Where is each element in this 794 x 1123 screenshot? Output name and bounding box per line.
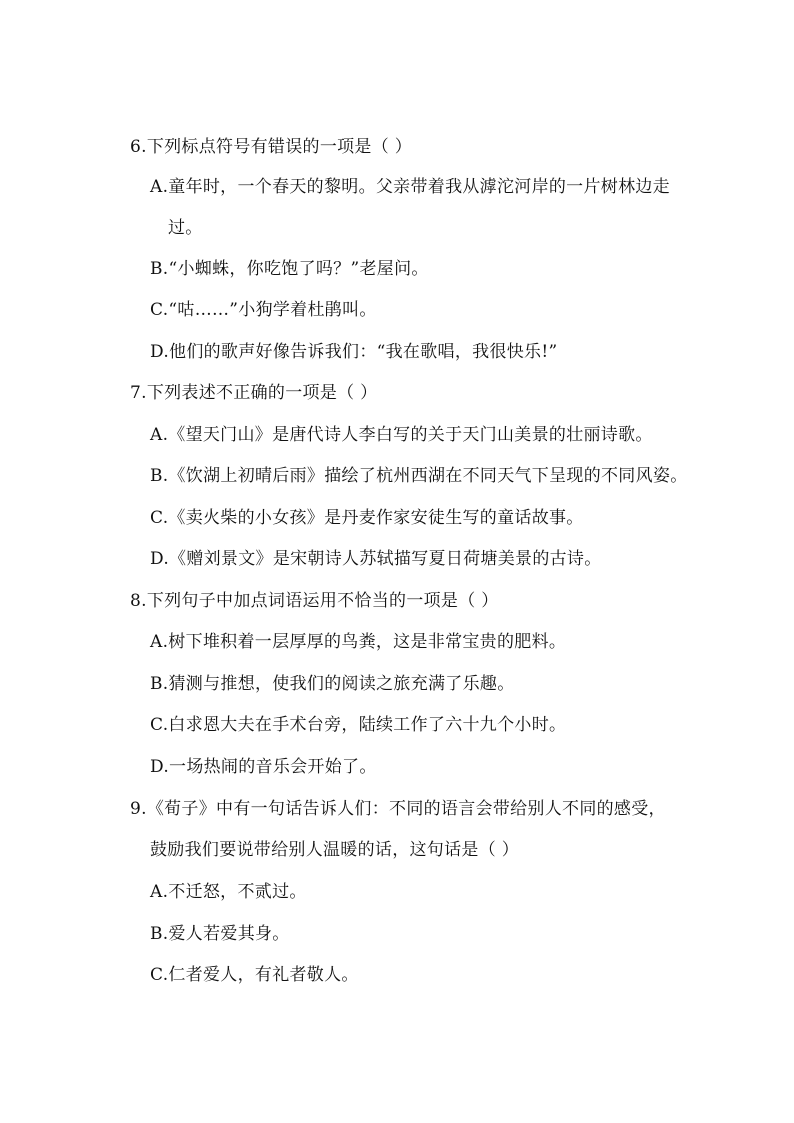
- question-6-option-a-continuation: 过。: [168, 218, 203, 238]
- question-7-option-c: C.《卖火柴的小女孩》是丹麦作家安徒生写的童话故事。: [150, 508, 584, 528]
- question-6-option-a: A.童年时，一个春天的黎明。父亲带着我从滹沱河岸的一片树林边走: [150, 177, 670, 197]
- question-9-option-a: A.不迁怒，不贰过。: [150, 882, 307, 902]
- question-7-option-b: B.《饮湖上初晴后雨》描绘了杭州西湖在不同天气下呈现的不同风姿。: [150, 466, 688, 486]
- question-6-stem: 6.下列标点符号有错误的一项是（ ）: [130, 137, 413, 157]
- question-7-option-a: A.《望天门山》是唐代诗人李白写的关于天门山美景的壮丽诗歌。: [150, 425, 653, 445]
- question-6-option-b: B.“小蜘蛛，你吃饱了吗？”老屋问。: [150, 259, 429, 279]
- question-9-stem: 9.《荀子》中有一句话告诉人们：不同的语言会带给别人不同的感受，: [130, 799, 666, 819]
- question-8-option-a: A.树下堆积着一层厚厚的鸟粪，这是非常宝贵的肥料。: [150, 632, 567, 652]
- question-9-option-c: C.仁者爱人，有礼者敬人。: [150, 965, 359, 985]
- question-9-stem-continuation: 鼓励我们要说带给别人温暖的话，这句话是（ ）: [150, 840, 520, 860]
- question-8-stem: 8.下列句子中加点词语运用不恰当的一项是（ ）: [130, 591, 499, 611]
- question-9-option-b: B.爱人若爱其身。: [150, 924, 290, 944]
- question-8-option-b: B.猜测与推想，使我们的阅读之旅充满了乐趣。: [150, 674, 515, 694]
- question-8-option-d: D.一场热闹的音乐会开始了。: [150, 757, 377, 777]
- question-7-stem: 7.下列表述不正确的一项是（ ）: [130, 383, 378, 403]
- question-8-option-c: C.白求恩大夫在手术台旁，陆续工作了六十九个小时。: [150, 715, 567, 735]
- question-7-option-d: D.《赠刘景文》是宋朝诗人苏轼描写夏日荷塘美景的古诗。: [150, 549, 602, 569]
- question-6-option-c: C.“咕……”小狗学着杜鹃叫。: [150, 300, 377, 320]
- question-6-option-d: D.他们的歌声好像告诉我们：“我在歌唱，我很快乐!”: [150, 342, 558, 362]
